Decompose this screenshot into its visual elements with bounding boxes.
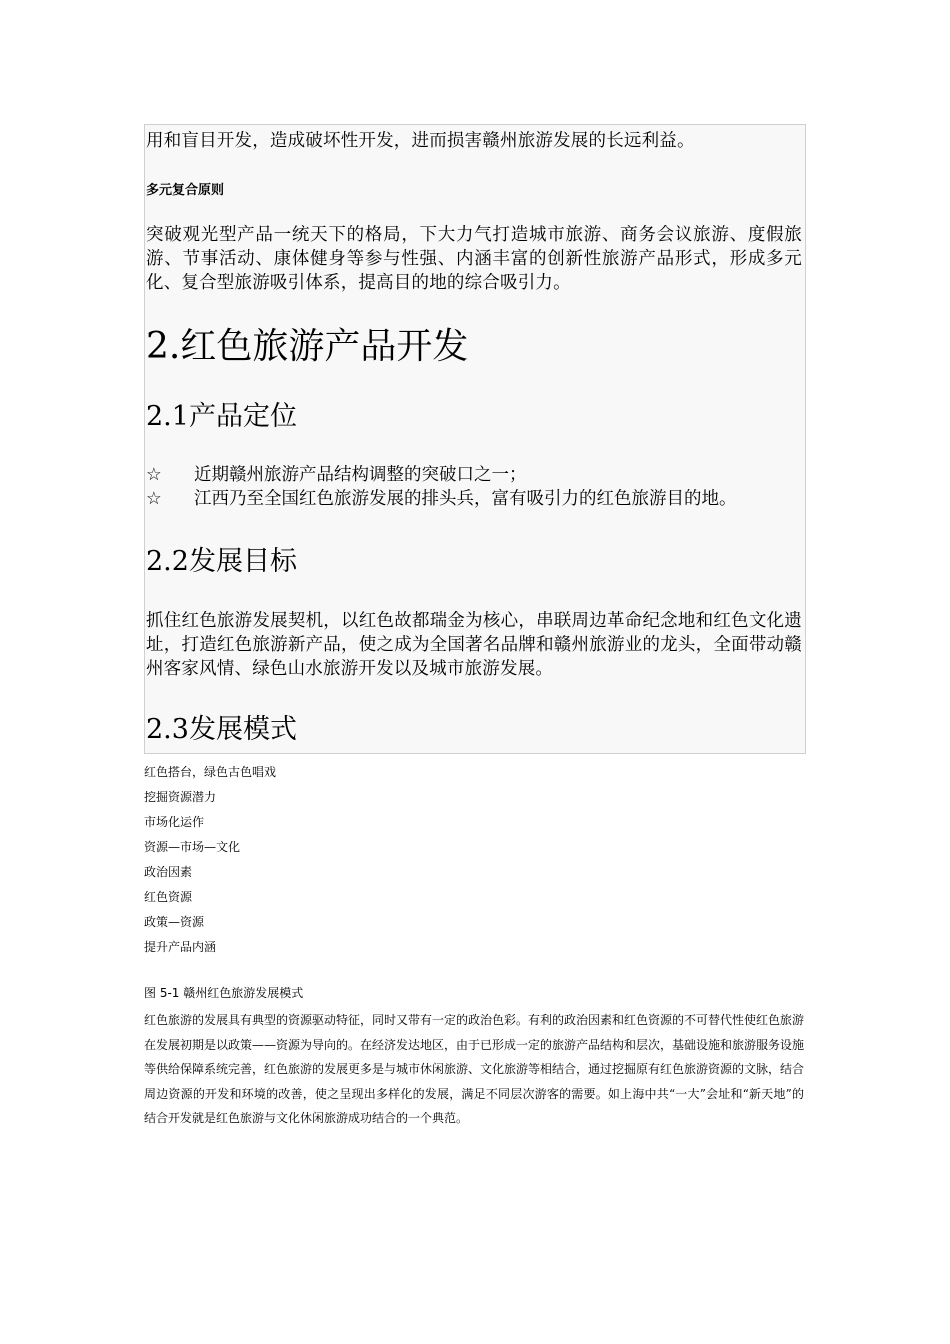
goal-paragraph: 抓住红色旅游发展契机，以红色故都瑞金为核心，串联周边革命纪念地和红色文化遗址，打造红色旅游新产品，使之成为全国著名品牌和赣州旅游业的龙头，全面带动赣州客家风情、绿色山水旅游开发以及城市旅游发展。: [146, 611, 802, 679]
figure-caption: 图 5-1 赣州红色旅游发展模式: [144, 986, 304, 1000]
continued-paragraph: 用和盲目开发，造成破坏性开发，进而损害赣州旅游发展的长远利益。: [146, 131, 695, 151]
star-icon: ☆: [146, 465, 162, 485]
star-icon: ☆: [146, 489, 162, 509]
positioning-item: [146, 463, 802, 487]
model-item: 市场化运作: [144, 815, 205, 829]
positioning-text: 近期赣州旅游产品结构调整的突破口之一；: [194, 465, 527, 485]
subsection-heading-2-2: 2.2发展目标: [146, 546, 297, 577]
positioning-list: [146, 463, 802, 511]
positioning-item: [146, 487, 802, 511]
model-item: 红色资源: [144, 890, 193, 904]
model-item: 政策—资源: [144, 915, 205, 929]
model-item: 红色搭台，绿色古色唱戏: [144, 765, 277, 779]
section-heading-2: 2.红色旅游产品开发: [146, 326, 469, 367]
model-item: 资源—市场—文化: [144, 840, 241, 854]
principle-heading: 多元复合原则: [146, 183, 225, 198]
positioning-text: 江西乃至全国红色旅游发展的排头兵，富有吸引力的红色旅游目的地。: [194, 489, 737, 509]
subsection-heading-2-1: 2.1产品定位: [146, 401, 297, 432]
development-model-list: [144, 760, 276, 960]
model-item: 政治因素: [144, 865, 193, 879]
model-item: 提升产品内涵: [144, 940, 217, 954]
principle-paragraph: 突破观光型产品一统天下的格局，下大力气打造城市旅游、商务会议旅游、度假旅游、节事活动、康体健身等参与性强、内涵丰富的创新性旅游产品形式，形成多元化、复合型旅游吸引体系，提高目的地的综合吸引力。: [146, 225, 802, 293]
content-highlight-box: [144, 124, 806, 754]
model-item: 挖掘资源潜力: [144, 790, 217, 804]
body-paragraph: 红色旅游的发展具有典型的资源驱动特征，同时又带有一定的政治色彩。有利的政治因素和红色资源的不可替代性使红色旅游在发展初期是以政策——资源为导向的。在经济发达地区，由于已形成一定的旅游产品结构和层次，基础设施和旅游服务设施等供给保障系统完善，红色旅游的发展更多是与城市休闲旅游、文化旅游等相结合，通过挖掘原有红色旅游资源的文脉，结合周边资源的开发和环境的改善，使之呈现出多样化的发展，满足不同层次游客的需要。如上海中共“一大”会址和“新天地”的结合开发就是红色旅游与文化休闲旅游成功结合的一个典范。: [144, 1013, 805, 1125]
subsection-heading-2-3: 2.3发展模式: [146, 714, 297, 745]
